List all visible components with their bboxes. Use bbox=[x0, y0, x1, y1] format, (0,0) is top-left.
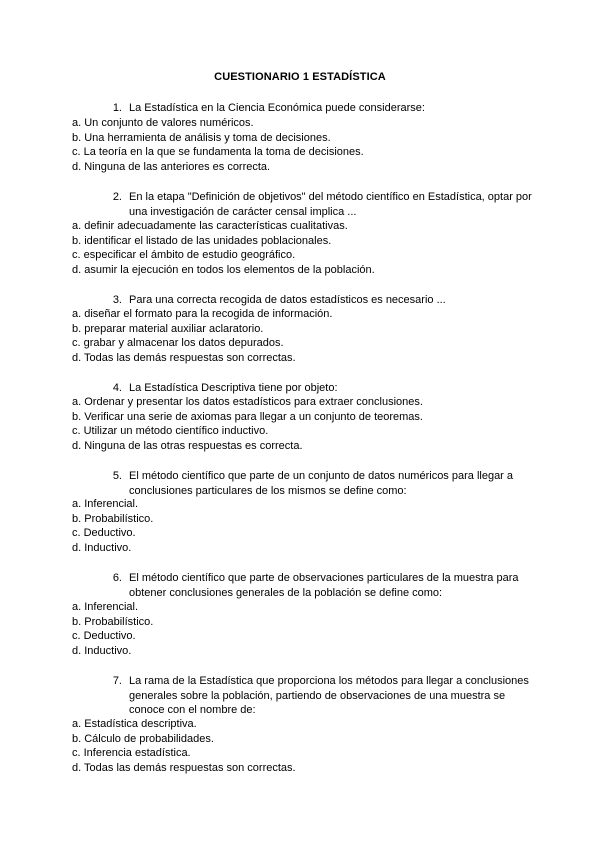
question-number: 6. bbox=[112, 572, 122, 584]
question-text: La rama de la Estadística que proporciona los métodos para llegar a conclusiones generales sobre la población, partiendo de observaciones de una muestra se conoce con el nombre de: bbox=[129, 675, 529, 717]
question-header bbox=[72, 190, 532, 219]
answer-option: d. Todas las demás respuestas son correctas. bbox=[72, 351, 296, 364]
answer-option: c. especificar el ámbito de estudio geográfico. bbox=[72, 249, 296, 262]
question-number: 1. bbox=[112, 102, 122, 114]
question-4 bbox=[72, 381, 532, 396]
question-number: 4. bbox=[112, 382, 122, 394]
answer-option: c. Deductivo. bbox=[72, 527, 136, 540]
question-number: 2. bbox=[112, 191, 122, 203]
answer-option: b. Probabilístico. bbox=[72, 512, 154, 525]
answer-option: a. diseñar el formato para la recogida de información. bbox=[72, 308, 333, 320]
question-2 bbox=[72, 190, 532, 219]
answer-list-3 bbox=[72, 307, 332, 365]
question-text: El método científico que parte de un conjunto de datos numéricos para llegar a conclusiones particulares de los mismos se define como: bbox=[129, 470, 514, 497]
answer-list-1 bbox=[72, 116, 364, 174]
question-1 bbox=[72, 101, 532, 116]
answer-option: b. Verificar una serie de axiomas para llegar a un conjunto de teoremas. bbox=[72, 410, 423, 423]
answer-option: b. Una herramienta de análisis y toma de decisiones. bbox=[72, 131, 331, 144]
answer-option: b. preparar material auxiliar aclaratorio. bbox=[72, 322, 264, 335]
question-3 bbox=[72, 293, 532, 308]
answer-list-5 bbox=[72, 497, 153, 555]
question-number: 5. bbox=[112, 470, 122, 482]
answer-option: d. Ninguna de las otras respuestas es correcta. bbox=[72, 439, 303, 452]
answer-option: a. Inferencial. bbox=[72, 498, 139, 510]
question-text: La Estadística Descriptiva tiene por objeto: bbox=[129, 382, 338, 394]
answer-option: a. Estadística descriptiva. bbox=[72, 718, 197, 730]
question-number: 3. bbox=[112, 294, 122, 306]
question-header bbox=[72, 293, 532, 308]
answer-option: c. La teoría en la que se fundamenta la toma de decisiones. bbox=[72, 146, 364, 159]
question-text: En la etapa "Definición de objetivos" del método científico en Estadística, optar por una investigación de carácter censal implica ... bbox=[129, 191, 532, 218]
question-text: La Estadística en la Ciencia Económica puede considerarse: bbox=[129, 102, 425, 114]
question-text: El método científico que parte de observaciones particulares de la muestra para obtener conclusiones generales de la población se define como: bbox=[129, 572, 519, 599]
question-header bbox=[72, 101, 532, 116]
answer-option: c. grabar y almacenar los datos depurados. bbox=[72, 337, 284, 350]
answer-list-4 bbox=[72, 395, 423, 453]
answer-list-6 bbox=[72, 600, 153, 658]
answer-option: b. Cálculo de probabilidades. bbox=[72, 732, 214, 745]
answer-option: c. Inferencia estadística. bbox=[72, 747, 191, 760]
question-text: Para una correcta recogida de datos estadísticos es necesario ... bbox=[129, 294, 446, 306]
answer-option: a. Inferencial. bbox=[72, 601, 139, 613]
answer-list-7 bbox=[72, 717, 296, 775]
answer-option: a. Un conjunto de valores numéricos. bbox=[72, 117, 254, 129]
answer-option: c. Deductivo. bbox=[72, 630, 136, 643]
answer-option: a. Ordenar y presentar los datos estadísticos para extraer conclusiones. bbox=[72, 396, 423, 408]
question-number: 7. bbox=[112, 675, 122, 687]
question-5 bbox=[72, 469, 532, 498]
question-header bbox=[72, 571, 532, 600]
answer-option: c. Utilizar un método científico inductivo. bbox=[72, 425, 269, 438]
answer-option: d. Inductivo. bbox=[72, 541, 132, 554]
question-header bbox=[72, 674, 532, 718]
answer-option: a. definir adecuadamente las características cualitativas. bbox=[72, 220, 348, 232]
answer-option: b. Probabilístico. bbox=[72, 615, 154, 628]
answer-option: d. Inductivo. bbox=[72, 644, 132, 657]
answer-option: d. asumir la ejecución en todos los elementos de la población. bbox=[72, 263, 375, 276]
answer-option: b. identificar el listado de las unidades poblacionales. bbox=[72, 234, 332, 247]
document-title: CUESTIONARIO 1 ESTADÍSTICA bbox=[214, 71, 386, 83]
answer-option: d. Todas las demás respuestas son correctas. bbox=[72, 761, 296, 774]
question-header bbox=[72, 381, 532, 396]
question-7 bbox=[72, 674, 532, 718]
answer-list-2 bbox=[72, 219, 375, 277]
question-header bbox=[72, 469, 532, 498]
answer-option: d. Ninguna de las anteriores es correcta. bbox=[72, 160, 271, 173]
question-6 bbox=[72, 571, 532, 600]
